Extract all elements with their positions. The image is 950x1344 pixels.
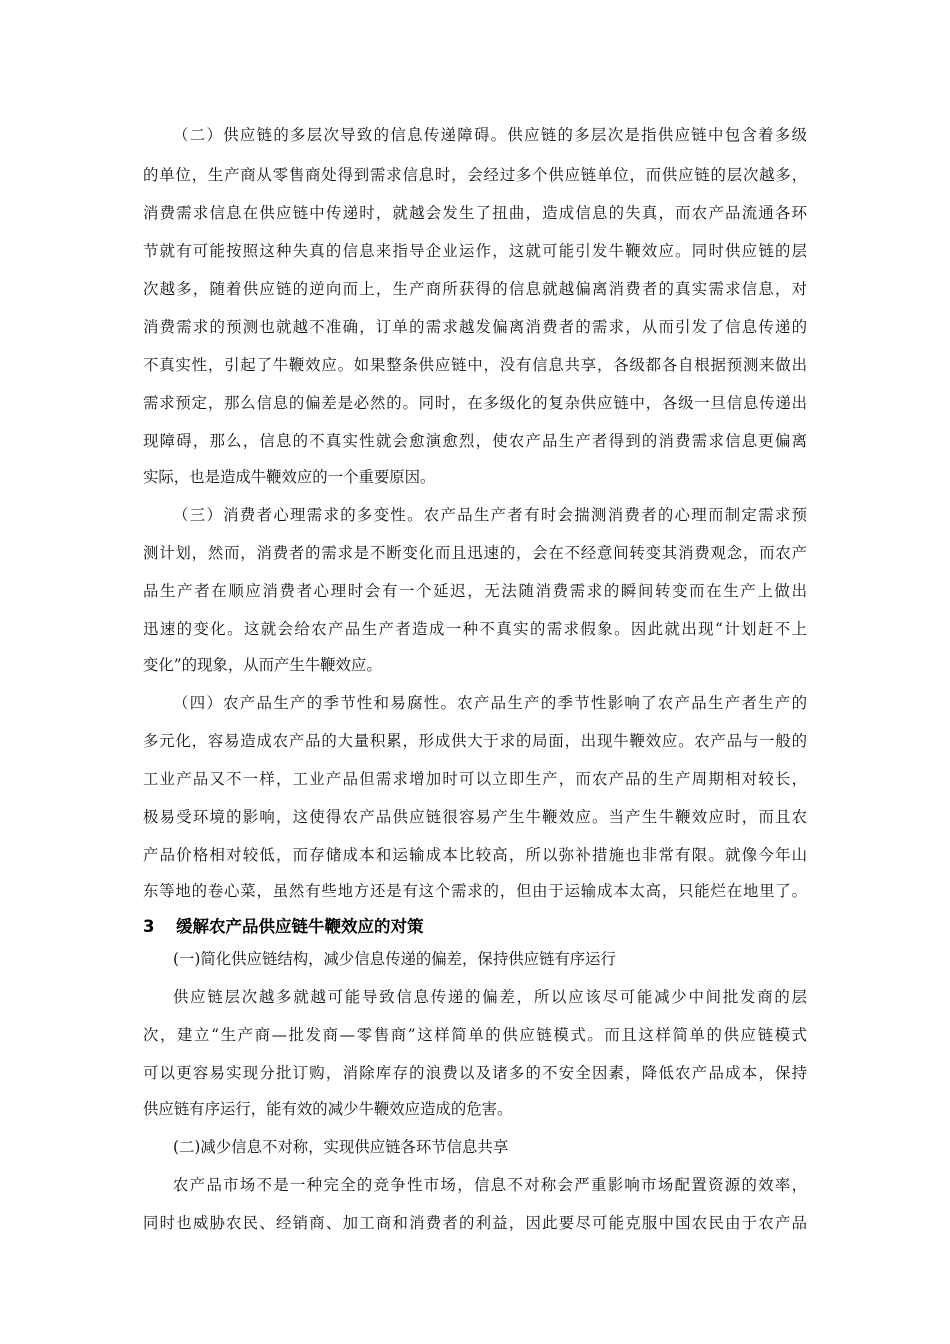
para-line: 产品价格相对较低，而存储成本和运输成本比较高，所以弥补措施也非常有限。就像今年山 xyxy=(143,846,807,864)
para-line: 需求预定，那么信息的偏差是必然的。同时，在多级化的复杂供应链中，各级一旦信息传递出 xyxy=(143,394,807,412)
subsection-title: (一)简化供应链结构，减少信息传递的偏差，保持供应链有序运行 xyxy=(173,950,616,968)
para-line: 变化”的现象，从而产生牛鞭效应。 xyxy=(143,656,382,674)
para-line: 工业产品又不一样，工业产品但需求增加时可以立即生产，而农产品的生产周期相对较长， xyxy=(143,770,807,788)
para-line: 节就有可能按照这种失真的信息来指导企业运作，这就可能引发牛鞭效应。同时供应链的层 xyxy=(143,242,807,260)
para-line: （三）消费者心理需求的多变性。农产品生产者有时会揣测消费者的心理而制定需求预 xyxy=(173,506,807,524)
para-line: （二）供应链的多层次导致的信息传递障碍。供应链的多层次是指供应链中包含着多级 xyxy=(173,126,807,144)
section-number: 3 xyxy=(143,917,155,936)
para-line: 消费需求信息在供应链中传递时，就越会发生了扭曲，造成信息的失真，而农产品流通各环 xyxy=(143,204,807,222)
para-line: 实际，也是造成牛鞭效应的一个重要原因。 xyxy=(143,468,436,486)
para-line: 品生产者在顺应消费者心理时会有一个延迟，无法随消费需求的瞬间转变而在生产上做出 xyxy=(143,582,807,600)
para-line: 供应链有序运行，能有效的减少牛鞭效应造成的危害。 xyxy=(143,1100,513,1118)
para-line: 供应链层次越多就越可能导致信息传递的偏差，所以应该尽可能减少中间批发商的层 xyxy=(173,988,807,1006)
para-line: 次越多，随着供应链的逆向而上，生产商所获得的信息就越偏离消费者的真实需求信息，对 xyxy=(143,280,807,298)
para-line: 的单位，生产商从零售商处得到需求信息时，会经过多个供应链单位，而供应链的层次越多， xyxy=(143,166,807,184)
para-line: 同时也威胁农民、经销商、加工商和消费者的利益，因此要尽可能克服中国农民由于农产品 xyxy=(143,1214,807,1232)
para-line: 迅速的变化。这就会给农产品生产者造成一种不真实的需求假象。因此就出现“计划赶不上 xyxy=(143,620,807,638)
para-line: 消费需求的预测也就越不准确，订单的需求越发偏离消费者的需求，从而引发了信息传递的 xyxy=(143,318,807,336)
para-line: （四）农产品生产的季节性和易腐性。农产品生产的季节性影响了农产品生产者生产的 xyxy=(173,694,807,712)
para-line: 测计划，然而，消费者的需求是不断变化而且迅速的，会在不经意间转变其消费观念，而农产 xyxy=(143,544,807,562)
subsection-title: (二)减少信息不对称，实现供应链各环节信息共享 xyxy=(173,1138,509,1156)
para-line: 极易受环境的影响，这使得农产品供应链很容易产生牛鞭效应。当产生牛鞭效应时，而且农 xyxy=(143,808,807,826)
para-line: 可以更容易实现分批订购，消除库存的浪费以及诸多的不安全因素，降低农产品成本，保持 xyxy=(143,1064,807,1082)
para-line: 多元化，容易造成农产品的大量积累，形成供大于求的局面，出现牛鞭效应。农产品与一般的 xyxy=(143,732,807,750)
para-line: 现障碍，那么，信息的不真实性就会愈演愈烈，使农产品生产者得到的消费需求信息更偏离 xyxy=(143,432,807,450)
para-line: 不真实性，引起了牛鞭效应。如果整条供应链中，没有信息共享，各级都各自根据预测来做出 xyxy=(143,356,807,374)
section-title: 缓解农产品供应链牛鞭效应的对策 xyxy=(176,917,424,936)
para-line: 次，建立“生产商—批发商—零售商”这样简单的供应链模式。而且这样简单的供应链模式 xyxy=(143,1026,807,1044)
section-heading xyxy=(143,912,807,942)
para-line: 东等地的卷心菜，虽然有些地方还是有这个需求的，但由于运输成本太高，只能烂在地里了。 xyxy=(143,882,807,900)
para-line: 农产品市场不是一种完全的竞争性市场，信息不对称会严重影响市场配置资源的效率， xyxy=(173,1176,807,1194)
